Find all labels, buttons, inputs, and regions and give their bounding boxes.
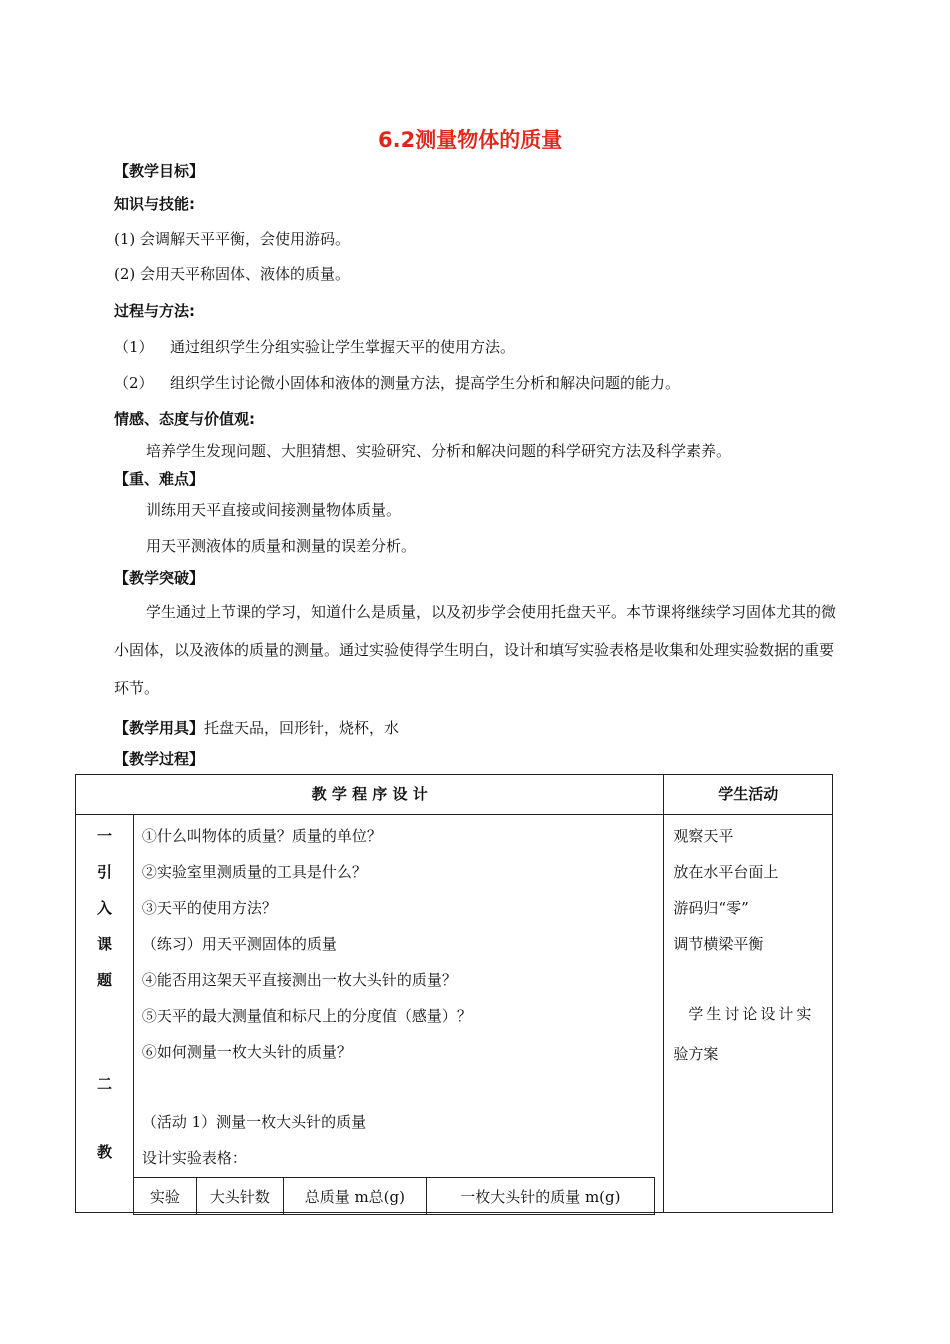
- stage-char: 题: [96, 971, 112, 989]
- activity-line: 学生讨论设计实: [688, 1005, 815, 1023]
- design-line: 设计实验表格：: [141, 1149, 247, 1167]
- knowledge-item: (2) 会用天平称固体、液体的质量。: [114, 265, 351, 283]
- experiment-table: [133, 1177, 655, 1215]
- stage-char: 二: [96, 1075, 112, 1093]
- inner-header: 实验: [133, 1178, 196, 1215]
- process-heading: 过程与方法:: [114, 302, 195, 320]
- knowledge-heading: 知识与技能:: [114, 195, 195, 213]
- breakthrough-text: 学生通过上节课的学习，知道什么是质量，以及初步学会使用托盘天平。本节课将继续学习固体尤其的微小固体，以及液体的质量的测量。通过实验使得学生明白，设计和填写实验表格是收集和处理实验数据的重要环节。: [114, 603, 837, 697]
- header-design-cell: [76, 775, 664, 815]
- knowledge-item: (1) 会调解天平平衡，会使用游码。: [114, 230, 351, 248]
- activity-line: 放在水平台面上: [673, 863, 779, 881]
- emotion-text: 培养学生发现问题、大胆猜想、实验研究、分析和解决问题的科学研究方法及科学素养。: [146, 442, 732, 460]
- inner-header: 总质量 m总(g): [283, 1178, 426, 1215]
- design-line: （活动 1）测量一枚大头针的质量: [141, 1113, 367, 1131]
- key-heading: 【重、难点】: [114, 470, 205, 488]
- inner-header: 大头针数: [196, 1178, 283, 1215]
- header-design: 教 学 程 序 设 计: [311, 785, 428, 803]
- design-line: ⑤天平的最大测量值和标尺上的分度值（感量）？: [141, 1007, 472, 1025]
- design-line: （练习）用天平测固体的质量: [141, 935, 337, 953]
- design-line: ④能否用这架天平直接测出一枚大头针的质量？: [141, 971, 457, 989]
- design-line: ③天平的使用方法？: [141, 899, 277, 917]
- design-column: [133, 815, 664, 1213]
- design-line: ⑥如何测量一枚大头针的质量？: [141, 1043, 352, 1061]
- inner-header: 一枚大头针的质量 m(g): [426, 1178, 654, 1215]
- page-title: 6.2测量物体的质量: [378, 128, 563, 152]
- activity-line: 观察天平: [673, 827, 734, 845]
- stage-char: 引: [96, 863, 112, 881]
- stage-char: 入: [96, 899, 112, 917]
- design-line: ①什么叫物体的质量？质量的单位？: [141, 827, 382, 845]
- activity-line: 游码归“零”: [673, 899, 749, 917]
- stage-char: 教: [96, 1143, 112, 1161]
- stage-char: 一: [96, 827, 112, 845]
- procedure-table: [75, 774, 833, 1213]
- process-item-num: （2）: [114, 374, 154, 392]
- header-activity-cell: [664, 775, 833, 815]
- key-item: 用天平测液体的质量和测量的误差分析。: [146, 537, 417, 555]
- header-activity: 学生活动: [718, 785, 779, 803]
- goals-heading: 【教学目标】: [114, 162, 205, 180]
- tools-text: 托盘天品，回形针，烧杯，水: [204, 719, 400, 737]
- breakthrough-heading: 【教学突破】: [114, 569, 205, 587]
- process-item-text: 组织学生讨论微小固体和液体的测量方法，提高学生分析和解决问题的能力。: [170, 374, 681, 392]
- procedure-heading: 【教学过程】: [114, 750, 205, 768]
- activity-line: 调节横梁平衡: [673, 935, 764, 953]
- tools-heading: 【教学用具】: [114, 719, 205, 737]
- process-item-text: 通过组织学生分组实验让学生掌握天平的使用方法。: [170, 338, 516, 356]
- activity-line: 验方案: [673, 1045, 719, 1063]
- activity-column: [664, 815, 833, 1213]
- stage-char: 课: [96, 935, 112, 953]
- design-line: ②实验室里测质量的工具是什么？: [141, 863, 367, 881]
- stage-column: [76, 815, 134, 1213]
- emotion-heading: 情感、态度与价值观:: [114, 410, 255, 428]
- key-item: 训练用天平直接或间接测量物体质量。: [146, 501, 402, 519]
- process-item-num: （1）: [114, 338, 154, 356]
